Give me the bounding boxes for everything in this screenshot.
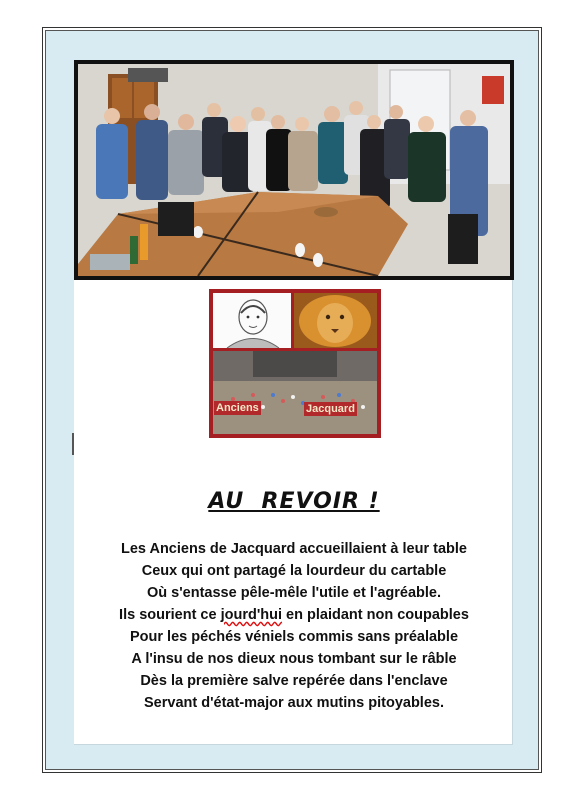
jacquard-portrait — [213, 293, 291, 348]
poem-line: Ceux qui ont partagé la lourdeur du cartable — [141, 563, 447, 579]
poem-line: A l'insu de nos dieux nous tombant sur le râble — [131, 651, 457, 667]
logo-word-anciens: Anciens — [216, 402, 259, 414]
spellcheck-flagged-word[interactable]: jourd'hui — [220, 607, 283, 623]
poem-line: Où s'entasse pêle-mêle l'utile et l'agréable. — [146, 585, 441, 601]
logo-word-jacquard: Jacquard — [306, 403, 355, 415]
group-photo — [74, 60, 514, 280]
poem-line: Les Anciens de Jacquard accueillaient à leur table — [121, 541, 467, 557]
poem-text: Ils sourient ce — [119, 607, 221, 623]
poem-line-with-spellcheck — [74, 604, 514, 626]
poem-line: Servant d'état-major aux mutins pitoyables. — [144, 695, 444, 711]
poem-line: Pour les péchés véniels commis sans préalable — [129, 629, 459, 645]
page-title: AU REVOIR ! — [208, 489, 380, 514]
lion-image — [294, 293, 377, 348]
school-courtyard-photo — [213, 351, 377, 434]
anciens-jacquard-logo — [209, 289, 381, 438]
margin-cursor-mark — [72, 433, 74, 455]
poem-text: en plaidant non coupables — [282, 607, 469, 623]
poem — [74, 538, 514, 714]
poem-line: Dès la première salve repérée dans l'enclave — [140, 673, 448, 689]
